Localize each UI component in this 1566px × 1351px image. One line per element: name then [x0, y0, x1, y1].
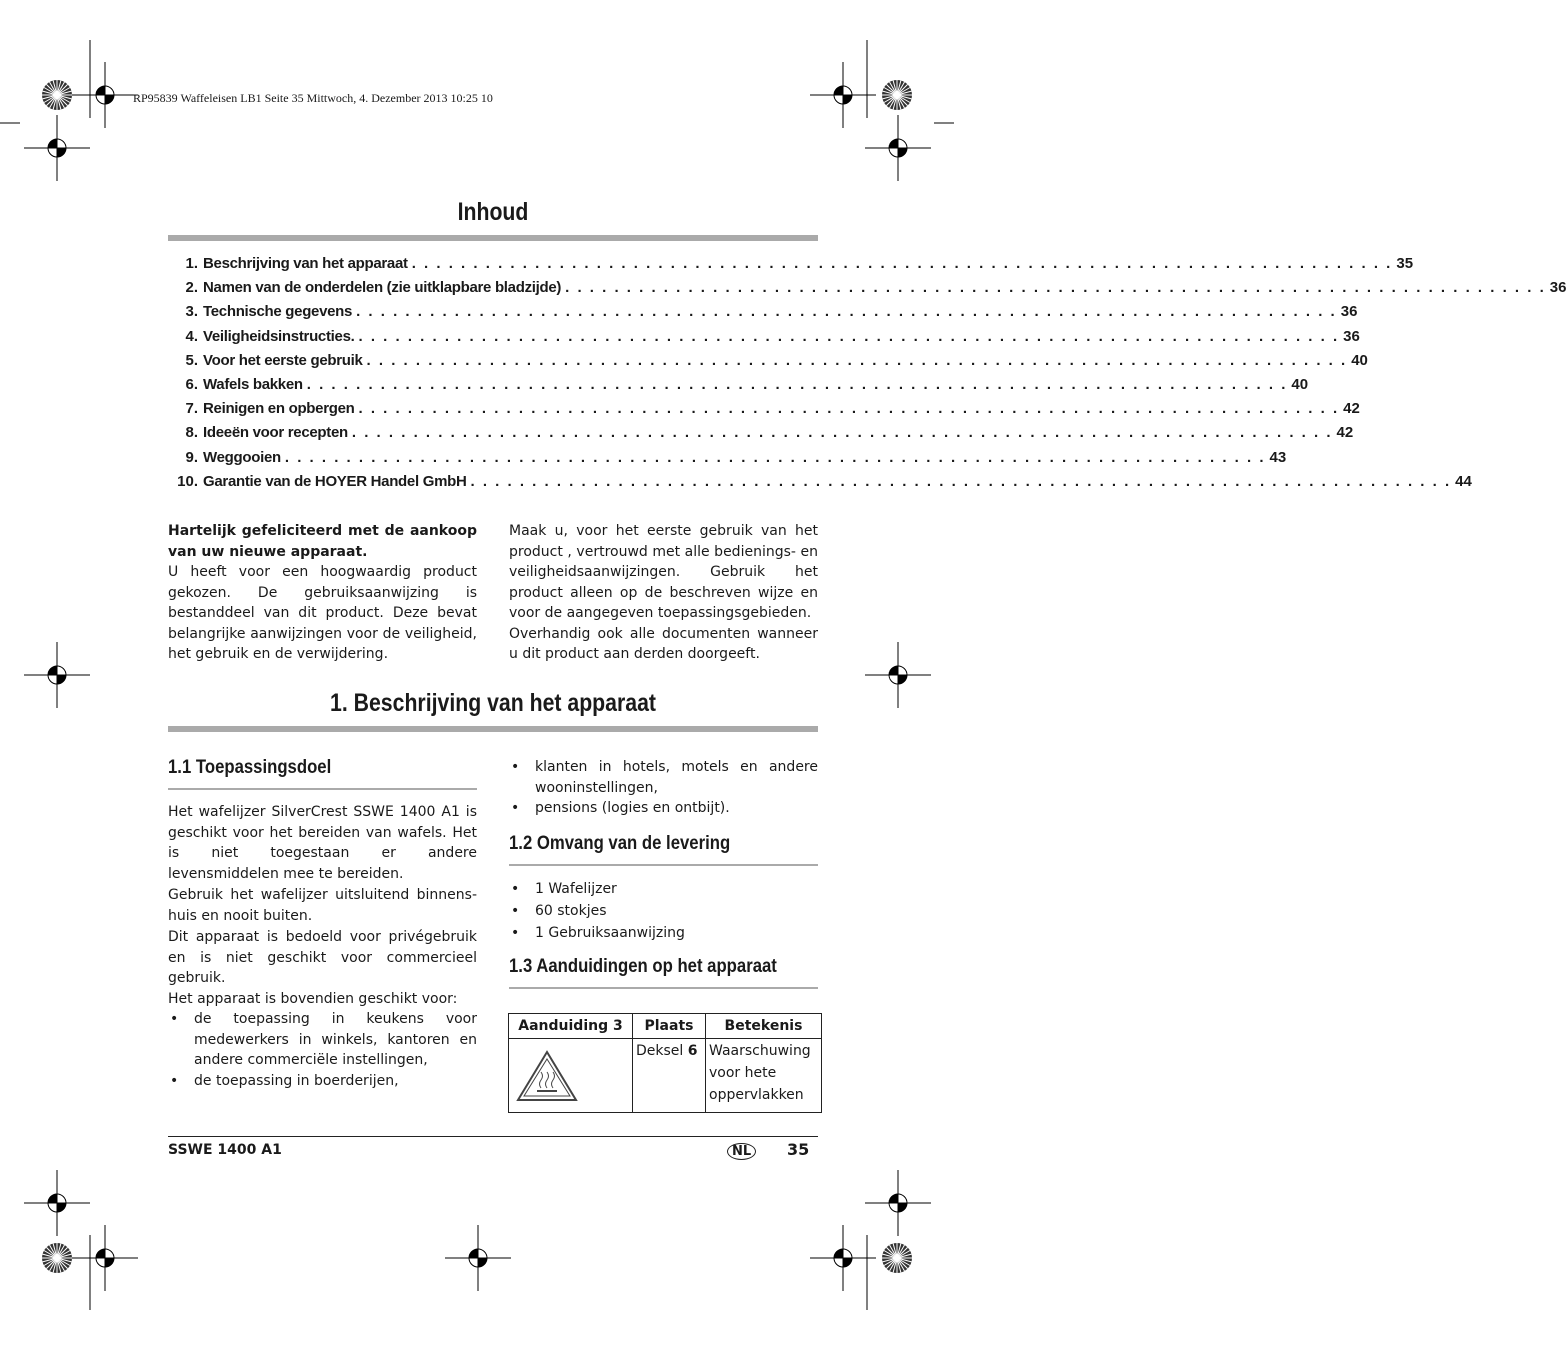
toc-text: Voor het eerste gebruik	[203, 351, 363, 369]
toc-number: 4.	[185, 327, 198, 345]
color-target-mark	[42, 80, 72, 110]
toc-entry[interactable]	[168, 472, 1472, 495]
column-header: Betekenis	[706, 1014, 822, 1039]
color-target-mark	[882, 1243, 912, 1273]
toc-entry[interactable]	[168, 376, 1309, 398]
subsection-rule	[509, 987, 818, 989]
paragraph: Het wafelijzer SilverCrest SSWE 1400 A1 is geschikt voor het bereiden van wafels. Het is niet toegestaan er andere levensmiddelen mee te bereiden.	[168, 804, 477, 882]
toc-entry[interactable]	[168, 279, 1566, 301]
color-target-mark	[882, 80, 912, 110]
toc-entry[interactable]	[168, 400, 1360, 422]
language-badge: NL	[727, 1143, 756, 1160]
intro-left	[168, 521, 477, 665]
crosshair-mark	[445, 1225, 511, 1291]
toc-number: 7.	[185, 400, 198, 418]
toc-page: 40	[1291, 376, 1309, 393]
toc-number: 1.	[185, 255, 198, 272]
toc-text: Weggooien	[203, 448, 281, 466]
title-bar	[168, 235, 818, 241]
toc-number: 5.	[185, 351, 198, 369]
toc-entry[interactable]	[168, 424, 1354, 446]
paragraph: Het apparaat is bovendien geschikt voor:	[168, 990, 458, 1007]
toc-leader: . . . . . . . . . . . . . . . . . . . . . . . . . . . . . . . . . . . . . . . . . . . . . . . . . . . . . . . . . . . . . . . . . . . . . . . . . . . . . . . .	[356, 303, 1337, 321]
toc-text: Wafels bakken	[203, 376, 303, 393]
toc-page: 42	[1343, 400, 1360, 418]
toc-page: 36	[1343, 327, 1360, 345]
page-number: 35	[787, 1140, 810, 1159]
list-item: • 60 stokjes	[509, 900, 818, 922]
toc-page: 35	[1396, 255, 1414, 272]
toc-leader: . . . . . . . . . . . . . . . . . . . . . . . . . . . . . . . . . . . . . . . . . . . . . . . . . . . . . . . . . . . . . . . . . . . . . . . . . . . . . . . .	[358, 400, 1340, 418]
toc-entry[interactable]	[168, 255, 1414, 277]
toc-page: 40	[1351, 351, 1368, 369]
toc-text: Ideeën voor recepten	[203, 424, 348, 442]
toc-leader: . . . . . . . . . . . . . . . . . . . . . . . . . . . . . . . . . . . . . . . . . . . . . . . . . . . . . . . . . . . . . . . . . . . . . . . . . . . . . . . .	[470, 472, 1452, 490]
color-target-mark	[42, 1243, 72, 1273]
intro-text: Maak u, voor het eerste gebruik van het product , vertrouwd met alle bedienings- en veiligheidsaanwijzingen. Gebruik het product alleen op de beschreven wijze en voor de aangegeven toepassingsgebieden.	[509, 523, 818, 621]
crosshair-mark	[24, 642, 90, 708]
toc-number: 2.	[185, 279, 198, 297]
list-item: • 1 Wafelijzer	[509, 878, 818, 900]
toc-text: Veiligheidsinstructies.	[203, 327, 355, 345]
toc-page: 44	[1455, 472, 1472, 490]
print-header: RP95839 Waffeleisen LB1 Seite 35 Mittwoch, 4. Dezember 2013 10:25 10	[133, 91, 493, 105]
crosshair-mark	[24, 1170, 90, 1236]
toc-title: Inhoud	[457, 198, 529, 226]
toc-leader: . . . . . . . . . . . . . . . . . . . . . . . . . . . . . . . . . . . . . . . . . . . . . . . . . . . . . . . . . . . . . . . . . . . . . . . . . . . . . . . .	[284, 448, 1266, 466]
toc-leader: . . . . . . . . . . . . . . . . . . . . . . . . . . . . . . . . . . . . . . . . . . . . . . . . . . . . . . . . . . . . . . . . . . . . . . . . . . . . . . . .	[306, 376, 1288, 393]
place-text: Deksel	[636, 1043, 684, 1059]
subsection-title: 1.1 Toepassingsdoel	[168, 757, 332, 778]
section-bar	[168, 726, 818, 732]
section-title: 1. Beschrijving van het apparaat	[330, 689, 656, 717]
toc-text: Technische gegevens	[203, 303, 353, 321]
toc-leader: . . . . . . . . . . . . . . . . . . . . . . . . . . . . . . . . . . . . . . . . . . . . . . . . . . . . . . . . . . . . . . . . . . . . . . . . . . . . . . . .	[358, 327, 1340, 345]
subsection-rule	[509, 864, 818, 866]
toc-leader: . . . . . . . . . . . . . . . . . . . . . . . . . . . . . . . . . . . . . . . . . . . . . . . . . . . . . . . . . . . . . . . . . . . . . . . . . . . . . . . .	[565, 279, 1546, 297]
intro-text: Overhandig ook alle documenten wanneer u dit product aan derden doorgeeft.	[509, 625, 818, 662]
toc-number: 6.	[185, 376, 198, 393]
toc-entry[interactable]	[168, 303, 1358, 325]
toc-text: Garantie van de HOYER Handel GmbH	[203, 472, 467, 490]
paragraph: Gebruik het wafelijzer uitsluitend binnens-huis en nooit buiten.	[168, 887, 477, 924]
subsection-title: 1.2 Omvang van de levering	[509, 833, 731, 854]
column-header: Plaats	[633, 1014, 706, 1039]
s11-body	[168, 802, 477, 1091]
list-item: • pensions (logies en ontbijt).	[509, 798, 818, 819]
subsection-title: 1.3 Aanduidingen op het apparaat	[509, 956, 777, 977]
toc-leader: . . . . . . . . . . . . . . . . . . . . . . . . . . . . . . . . . . . . . . . . . . . . . . . . . . . . . . . . . . . . . . . . . . . . . . . . . . . . . . . .	[411, 255, 1393, 272]
subsection-rule	[168, 788, 477, 790]
intro-right	[509, 521, 818, 665]
list-item: • de toepassing in keukens voor medewerkers in winkels, kantoren en andere commerciële instellingen,	[168, 1009, 477, 1071]
footer-rule	[168, 1136, 818, 1137]
crosshair-mark	[865, 1170, 931, 1236]
column-header: Aanduiding 3	[509, 1014, 633, 1039]
crosshair-mark	[72, 62, 138, 128]
toc-number: 10.	[177, 472, 198, 490]
paragraph: Dit apparaat is bedoeld voor privégebruik en is niet geschikt voor commercieel gebruik.	[168, 929, 477, 986]
meaning-text: Waarschuwing voor hete oppervlakken	[706, 1039, 822, 1113]
toc-number: 9.	[185, 448, 198, 466]
list-item: • de toepassing in boerderijen,	[168, 1071, 477, 1092]
hot-surface-warning-icon	[509, 1039, 633, 1113]
toc-leader: . . . . . . . . . . . . . . . . . . . . . . . . . . . . . . . . . . . . . . . . . . . . . . . . . . . . . . . . . . . . . . . . . . . . . . . . . . . . . . . .	[351, 424, 1333, 442]
crosshair-mark	[72, 1225, 138, 1291]
s12-body	[509, 878, 818, 944]
crosshair-mark	[865, 115, 931, 181]
toc-number: 8.	[185, 424, 198, 442]
list-item: • klanten in hotels, motels en andere wooninstellingen,	[509, 757, 818, 798]
footer-model: SSWE 1400 A1	[168, 1142, 282, 1158]
crosshair-mark	[865, 642, 931, 708]
crosshair-mark	[810, 62, 876, 128]
toc-number: 3.	[185, 303, 198, 321]
toc-text: Namen van de onderdelen (zie uitklapbare bladzijde)	[203, 279, 562, 297]
crosshair-mark	[810, 1225, 876, 1291]
toc-entry[interactable]	[168, 327, 1360, 350]
toc-page: 36	[1549, 279, 1566, 297]
toc-page: 36	[1340, 303, 1358, 321]
toc-entry[interactable]	[168, 448, 1287, 471]
toc-entry[interactable]	[168, 351, 1368, 374]
toc-text: Beschrijving van het apparaat	[203, 255, 408, 272]
list-item: • 1 Gebruiksaanwijzing	[509, 922, 818, 944]
s11-body-cont	[509, 757, 818, 819]
symbol-table	[508, 1013, 822, 1113]
intro-heading: Hartelijk gefeliciteerd met de aankoop van uw nieuwe apparaat.	[168, 523, 477, 560]
toc-page: 43	[1269, 448, 1287, 466]
crosshair-mark	[24, 115, 90, 181]
place-number: 6	[687, 1043, 698, 1059]
toc-text: Reinigen en opbergen	[203, 400, 355, 418]
toc-leader: . . . . . . . . . . . . . . . . . . . . . . . . . . . . . . . . . . . . . . . . . . . . . . . . . . . . . . . . . . . . . . . . . . . . . . . . . . . . . . . .	[366, 351, 1348, 369]
intro-text: U heeft voor een hoogwaardig product gekozen. De gebruiksaanwijzing is bestanddeel van dit product. Deze bevat belangrijke aanwijzingen voor de veiligheid, het gebruik en de verwijdering.	[168, 564, 477, 662]
toc-page: 42	[1336, 424, 1354, 442]
